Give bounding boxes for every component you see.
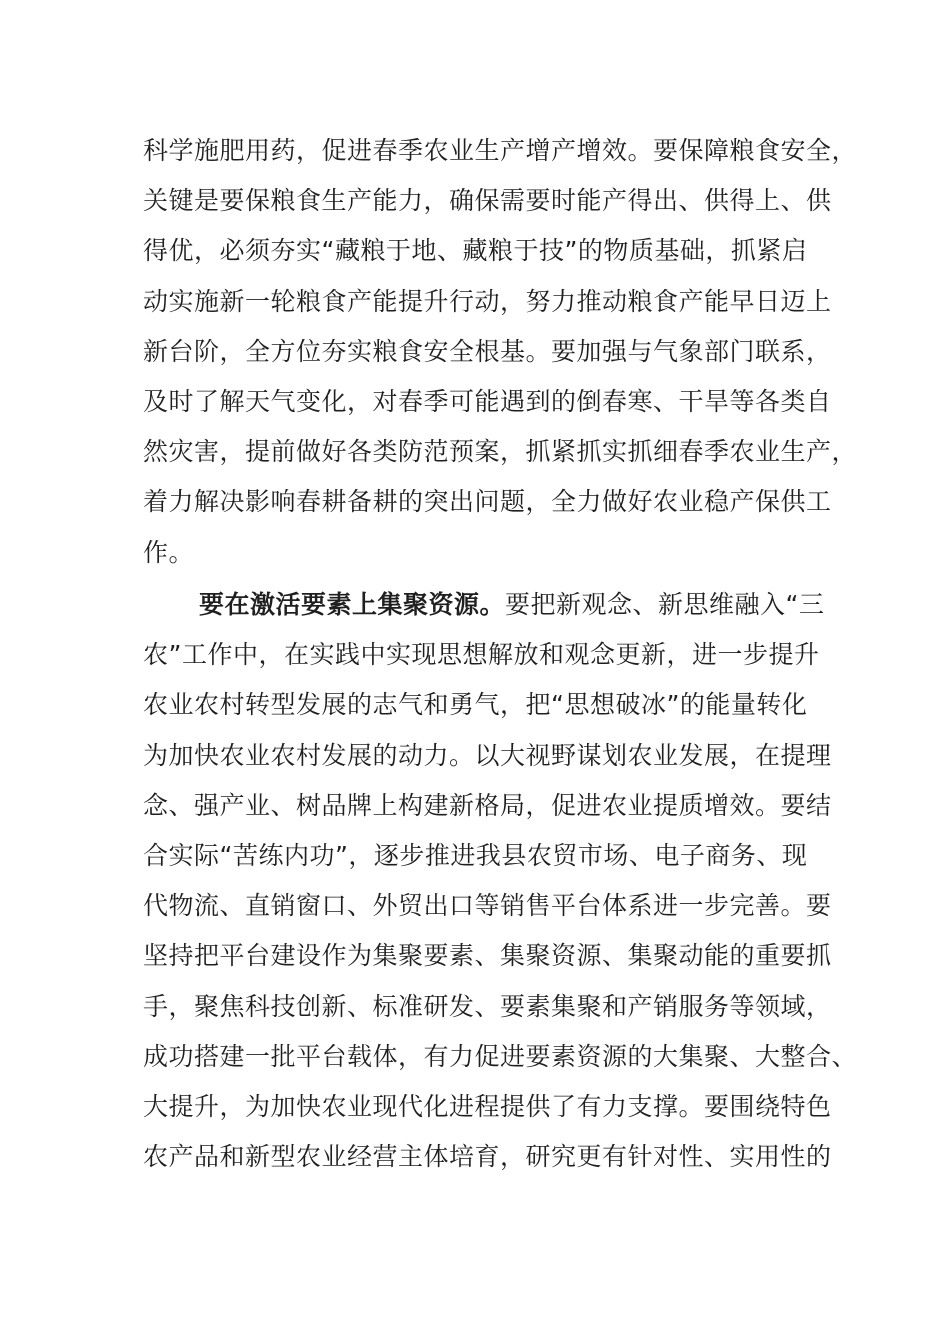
paragraph-spring-farming — [143, 126, 858, 578]
text-line: 坚持把平台建设作为集聚要素、集聚资源、集聚动能的重要抓 — [143, 941, 832, 971]
paragraph-first-line — [143, 580, 825, 630]
text-line: 着力解决影响春耕备耕的突出问题，全力做好农业稳产保供工 — [143, 487, 832, 517]
text-line: 科学施肥用药，促进春季农业生产增产增效。要保障粮食安全， — [143, 136, 858, 165]
text-line: 作。 — [143, 537, 195, 567]
text-line: 合实际“苦练内功”，逐步推进我县农贸市场、电子商务、现 — [143, 840, 808, 870]
text-line: 农业农村转型发展的志气和勇气，把“思想破冰”的能量转化 — [143, 690, 808, 720]
text-line: 关键是要保粮食生产能力，确保需要时能产得出、供得上、供 — [143, 186, 832, 216]
text-line: 为加快农业农村发展的动力。以大视野谋划农业发展，在提理 — [143, 740, 832, 770]
text-line: 大提升，为加快农业现代化进程提供了有力支撑。要围绕特色 — [143, 1091, 832, 1121]
paragraph-gather-resources — [143, 580, 858, 1182]
text-line: 念、强产业、树品牌上构建新格局，促进农业提质增效。要结 — [143, 790, 832, 820]
heading-continuation: 要把新观念、新思维融入“三 — [505, 590, 825, 619]
text-line: 得优，必须夯实“藏粮于地、藏粮于技”的物质基础，抓紧启 — [143, 236, 808, 266]
text-line: 新台阶，全方位夯实粮食安全根基。要加强与气象部门联系， — [143, 336, 832, 366]
paragraph-heading: 要在激活要素上集聚资源。 — [199, 590, 506, 619]
text-line: 农产品和新型农业经营主体培育，研究更有针对性、实用性的 — [143, 1142, 832, 1172]
text-line: 然灾害，提前做好各类防范预案，抓紧抓实抓细春季农业生产， — [143, 437, 858, 467]
text-line: 成功搭建一批平台载体，有力促进要素资源的大集聚、大整合、 — [143, 1041, 858, 1071]
text-line: 农”工作中，在实践中实现思想解放和观念更新，进一步提升 — [143, 640, 820, 670]
text-line: 动实施新一轮粮食产能提升行动，努力推动粮食产能早日迈上 — [143, 286, 832, 316]
text-line: 代物流、直销窗口、外贸出口等销售平台体系进一步完善。要 — [143, 891, 832, 921]
text-line: 手，聚焦科技创新、标准研发、要素集聚和产销服务等领域， — [143, 991, 832, 1021]
text-line: 及时了解天气变化，对春季可能遇到的倒春寒、干旱等各类自 — [143, 386, 832, 416]
